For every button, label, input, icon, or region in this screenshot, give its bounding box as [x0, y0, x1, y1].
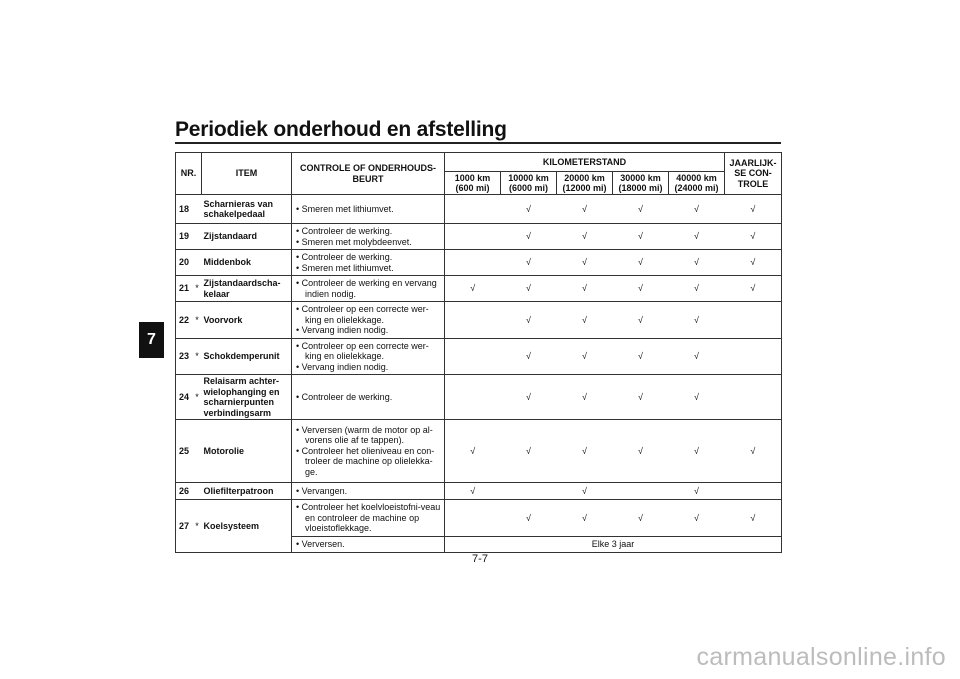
- table-row: [176, 224, 782, 250]
- check-mark: √: [669, 338, 725, 375]
- check-mark: √: [669, 195, 725, 224]
- check-mark: [445, 250, 501, 276]
- control-cell: [292, 224, 445, 250]
- check-mark: √: [557, 276, 613, 302]
- check-mark: √: [613, 500, 669, 537]
- control-cell: [292, 302, 445, 339]
- check-mark: √: [669, 375, 725, 420]
- maintenance-table: [175, 152, 782, 553]
- check-mark: √: [501, 250, 557, 276]
- control-line: • Controleer de werking en vervang indien nodig.: [296, 278, 437, 299]
- header-kilometerstand: KILOMETERSTAND: [445, 153, 725, 172]
- check-mark: √: [669, 500, 725, 537]
- item-name: Zijstandaard: [202, 224, 292, 250]
- interval-text: Elke 3 jaar: [445, 537, 782, 553]
- table-row: [176, 195, 782, 224]
- check-mark: √: [669, 224, 725, 250]
- control-cell: [292, 537, 445, 553]
- row-number: 20: [176, 250, 193, 276]
- check-mark: √: [725, 500, 782, 537]
- check-mark: [445, 500, 501, 537]
- check-mark: √: [557, 338, 613, 375]
- asterisk-marker: *: [193, 276, 202, 302]
- control-line: • Verversen.: [296, 539, 345, 549]
- check-mark: [445, 195, 501, 224]
- control-cell: [292, 420, 445, 483]
- check-mark: √: [613, 302, 669, 339]
- asterisk-marker: *: [193, 302, 202, 339]
- check-mark: [725, 302, 782, 339]
- row-number: 26: [176, 483, 193, 500]
- check-mark: [725, 375, 782, 420]
- item-name: Motorolie: [202, 420, 292, 483]
- header-item: ITEM: [202, 153, 292, 195]
- table-row: [176, 483, 782, 500]
- check-mark: √: [613, 338, 669, 375]
- row-number: 19: [176, 224, 193, 250]
- check-mark: √: [725, 224, 782, 250]
- check-mark: √: [613, 224, 669, 250]
- check-mark: √: [557, 420, 613, 483]
- check-mark: √: [445, 483, 501, 500]
- asterisk-marker: *: [193, 500, 202, 553]
- item-name: Oliefilterpatroon: [202, 483, 292, 500]
- check-mark: √: [613, 375, 669, 420]
- check-mark: [445, 338, 501, 375]
- item-name: Zijstandaardscha-kelaar: [202, 276, 292, 302]
- title-divider: [175, 142, 781, 144]
- table-row: [176, 420, 782, 483]
- check-mark: √: [445, 276, 501, 302]
- header-km-40000: 40000 km (24000 mi): [669, 172, 725, 195]
- asterisk-marker: [193, 250, 202, 276]
- check-mark: √: [501, 375, 557, 420]
- check-mark: √: [725, 420, 782, 483]
- item-name: Scharnieras van schakelpedaal: [202, 195, 292, 224]
- control-cell: [292, 375, 445, 420]
- check-mark: √: [501, 500, 557, 537]
- row-number: 27: [176, 500, 193, 553]
- table-row: [176, 276, 782, 302]
- control-line: • Controleer de werking.: [296, 391, 393, 402]
- header-jaarlijks: JAARLIJK-SE CON-TROLE: [725, 153, 782, 195]
- control-line: • Controleer het koelvloeistofni-veau en controleer de machine op vloeistoflekkage.: [296, 502, 441, 534]
- check-mark: √: [501, 302, 557, 339]
- check-mark: [613, 483, 669, 500]
- asterisk-marker: [193, 483, 202, 500]
- check-mark: √: [501, 195, 557, 224]
- item-name: Voorvork: [202, 302, 292, 339]
- row-number: 25: [176, 420, 193, 483]
- control-cell: [292, 338, 445, 375]
- check-mark: √: [613, 195, 669, 224]
- table-row: [176, 375, 782, 420]
- check-mark: [445, 302, 501, 339]
- table-row: [176, 250, 782, 276]
- header-nr: NR.: [176, 153, 202, 195]
- check-mark: √: [501, 338, 557, 375]
- check-mark: √: [669, 420, 725, 483]
- check-mark: √: [557, 375, 613, 420]
- header-km-10000: 10000 km (6000 mi): [501, 172, 557, 195]
- check-mark: √: [501, 420, 557, 483]
- header-controle: CONTROLE OF ONDERHOUDS-BEURT: [292, 153, 445, 195]
- check-mark: √: [501, 276, 557, 302]
- page-number: 7-7: [472, 553, 488, 565]
- table-row: [176, 338, 782, 375]
- check-mark: [445, 224, 501, 250]
- control-cell: [292, 250, 445, 276]
- asterisk-marker: [193, 420, 202, 483]
- check-mark: √: [557, 483, 613, 500]
- watermark: carmanualsonline.info: [696, 643, 946, 671]
- check-mark: √: [613, 250, 669, 276]
- check-mark: √: [501, 224, 557, 250]
- check-mark: √: [669, 250, 725, 276]
- check-mark: √: [557, 302, 613, 339]
- row-number: 18: [176, 195, 193, 224]
- check-mark: √: [557, 250, 613, 276]
- check-mark: √: [669, 483, 725, 500]
- check-mark: √: [725, 195, 782, 224]
- check-mark: √: [725, 276, 782, 302]
- check-mark: [725, 338, 782, 375]
- table-row: [176, 302, 782, 339]
- row-number: 24: [176, 375, 193, 420]
- row-number: 23: [176, 338, 193, 375]
- row-number: 21: [176, 276, 193, 302]
- item-name: Schokdemperunit: [202, 338, 292, 375]
- check-mark: [501, 483, 557, 500]
- check-mark: √: [613, 276, 669, 302]
- control-line: • Controleer op een correcte wer-king en olielekkage.: [296, 304, 429, 325]
- asterisk-marker: *: [193, 338, 202, 375]
- control-line: • Smeren met lithiumvet.: [296, 262, 394, 273]
- control-cell: [292, 500, 445, 537]
- row-number: 22: [176, 302, 193, 339]
- check-mark: √: [725, 250, 782, 276]
- control-cell: [292, 483, 445, 500]
- item-name: Relaisarm achter-wielophanging en scharnierpunten verbindingsarm: [202, 375, 292, 420]
- asterisk-marker: [193, 224, 202, 250]
- header-km-20000: 20000 km (12000 mi): [557, 172, 613, 195]
- control-line: • Controleer het olieniveau en con-troleer de machine op olielekka-ge.: [296, 445, 435, 477]
- check-mark: [445, 375, 501, 420]
- control-line: • Vervang indien nodig.: [296, 325, 389, 335]
- control-line: • Controleer op een correcte wer-king en olielekkage.: [296, 340, 429, 361]
- check-mark: √: [557, 224, 613, 250]
- control-line: • Smeren met lithiumvet.: [296, 203, 394, 214]
- item-name: Middenbok: [202, 250, 292, 276]
- check-mark: [725, 483, 782, 500]
- check-mark: √: [557, 500, 613, 537]
- asterisk-marker: [193, 195, 202, 224]
- asterisk-marker: *: [193, 375, 202, 420]
- control-line: • Vervangen.: [296, 485, 348, 496]
- check-mark: √: [613, 420, 669, 483]
- table-row: [176, 500, 782, 537]
- control-line: • Controleer de werking.: [296, 226, 393, 236]
- header-km-1000: 1000 km (600 mi): [445, 172, 501, 195]
- control-cell: [292, 276, 445, 302]
- control-line: • Vervang indien nodig.: [296, 361, 389, 372]
- check-mark: √: [557, 195, 613, 224]
- header-km-30000: 30000 km (18000 mi): [613, 172, 669, 195]
- check-mark: √: [669, 276, 725, 302]
- item-name: Koelsysteem: [202, 500, 292, 553]
- check-mark: √: [669, 302, 725, 339]
- chapter-tab: 7: [139, 322, 164, 358]
- control-line: • Verversen (warm de motor op al-vorens olie af te tappen).: [296, 424, 433, 446]
- control-cell: [292, 195, 445, 224]
- control-line: • Smeren met molybdeenvet.: [296, 236, 412, 247]
- page-title: Periodiek onderhoud en afstelling: [175, 118, 507, 141]
- check-mark: √: [445, 420, 501, 483]
- control-line: • Controleer de werking.: [296, 252, 393, 262]
